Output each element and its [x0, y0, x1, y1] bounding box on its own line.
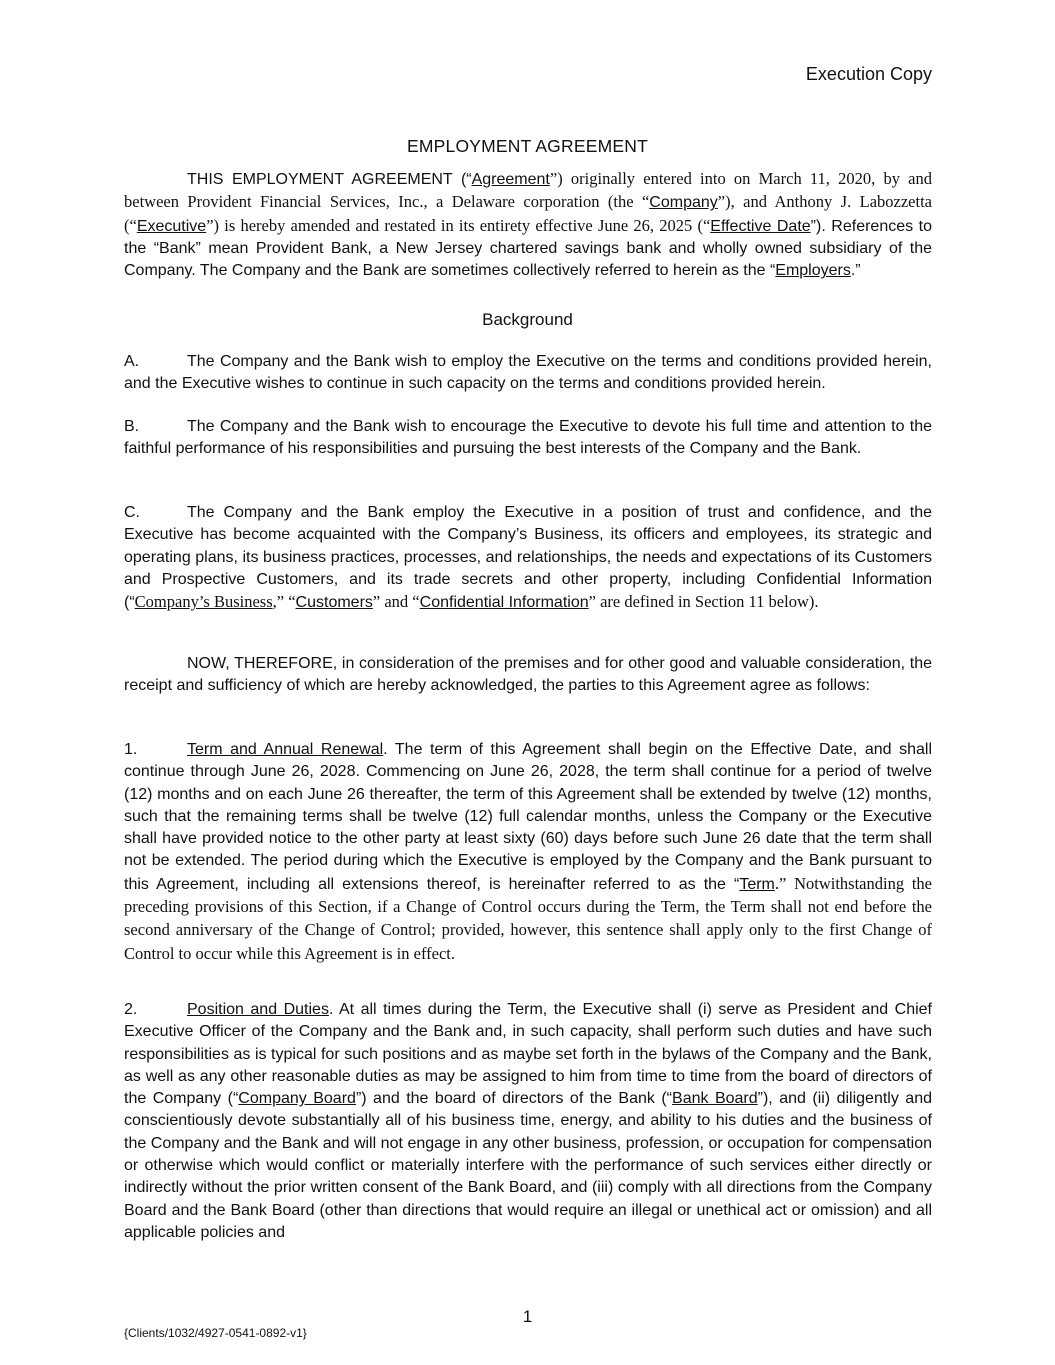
intro-text-5: ”). References to the “Bank” mean Provident Bank, a New Jersey chartered savings bank and wholly owned subsidiary of the Company. The Company and the Bank are sometimes collectively referred to herein as the “: [124, 217, 933, 280]
defined-term-bank-board: Bank Board: [672, 1090, 758, 1108]
section-1: [124, 739, 932, 966]
defined-term-companys-business: Company’s Business: [134, 592, 273, 612]
recital-c-text-1: The Company and the Bank employ the Executive in a position of trust and confidence, and the Executive has become acquainted with the Company’s Business, its officers and employees, its strategic and operating plans, its business practices, processes, and relationships, the needs and expectations of its Customers and Prospective Customers, and its trade secrets and other property, including Confidential Information (“: [124, 504, 932, 612]
recital-b-text: The Company and the Bank wish to encourage the Executive to devote his full time and attention to the faithful performance of his responsibilities and pursuing the best interests of the Company and the Bank.: [124, 418, 932, 458]
document-title: EMPLOYMENT AGREEMENT: [407, 136, 648, 156]
intro-paragraph: [124, 168, 932, 282]
defined-term-company-board: Company Board: [238, 1090, 356, 1108]
section-1-heading: Term and Annual Renewal: [187, 741, 384, 758]
defined-term-agreement: Agreement: [471, 171, 550, 188]
intro-text-4: ”) is hereby amended and restated in its entirety effective June 26, 2025 (“: [206, 215, 711, 235]
recital-c-text-2: ,” “: [272, 592, 296, 612]
page-number: 1: [522, 1307, 533, 1326]
defined-term-confidential-information: Confidential Information: [419, 594, 589, 612]
defined-term-employers: Employers: [775, 262, 851, 280]
recital-a: [124, 351, 932, 396]
recital-c: [124, 502, 932, 614]
recital-a-label: A.: [124, 353, 140, 370]
section-2-text-2: ”) and the board of directors of the Bank (“: [355, 1090, 673, 1108]
recital-a-text: The Company and the Bank wish to employ the Executive on the terms and conditions provided herein, and the Executive wishes to continue in such capacity on the terms and conditions provided herein.: [124, 353, 932, 393]
recital-c-label: C.: [124, 504, 140, 521]
section-2-text-3: ”), and (ii) diligently and conscientiously devote substantially all of his business time, energy, and ability to his duties and the business of the Company and the Bank and will not engage in any other business, profession, or occupation for compensation or otherwise which would conflict or materially interfere with the performance of such services either directly or indirectly without the prior written consent of the Bank Board, and (iii) comply with all directions from the Company Board and the Bank Board (other than directions that would require an illegal or unethical act or omission) and all applicable policies and: [124, 1090, 932, 1241]
recital-b: [124, 416, 932, 461]
defined-term-effective-date: Effective Date: [710, 217, 811, 235]
now-therefore-paragraph: [124, 653, 932, 698]
background-heading: Background: [482, 310, 573, 329]
execution-copy-label: Execution Copy: [805, 64, 932, 84]
section-1-text-2: .” Notwithstanding the preceding provisions of this Section, if a Change of Control occurs during the Term, the Term shall not end before the second anniversary of the Change of Control; provided, however, this sentence shall apply only to the first Change of Control to occur while this Agreement is in effect.: [124, 873, 932, 963]
defined-term-company: Company: [649, 194, 718, 212]
section-2-number: 2.: [124, 1001, 138, 1018]
recital-b-label: B.: [124, 418, 140, 435]
section-1-number: 1.: [124, 741, 138, 758]
intro-text-6: .”: [850, 262, 861, 280]
defined-term-term: Term: [739, 875, 775, 893]
document-id: {Clients/1032/4927-0541-0892-v1}: [124, 1326, 307, 1340]
intro-text-1: THIS EMPLOYMENT AGREEMENT (“: [187, 171, 472, 188]
defined-term-executive: Executive: [136, 217, 207, 235]
section-2-heading: Position and Duties: [187, 1001, 329, 1018]
recital-c-text-3: ” and “: [372, 592, 420, 612]
now-therefore-text: NOW, THEREFORE, in consideration of the premises and for other good and valuable consideration, the receipt and sufficiency of which are hereby acknowledged, the parties to this Agreement agree as follows:: [124, 655, 932, 695]
section-1-text-1: . The term of this Agreement shall begin on the Effective Date, and shall continue through June 26, 2028. Commencing on June 26, 2028, the term shall continue for a period of twelve (12) months and on each June 26 thereafter, the term of this Agreement shall be extended by twelve (12) months, such that the remaining terms shall be twelve (12) full calendar months, unless the Company or the Executive shall have provided notice to the other party at least sixty (60) days before such June 26 date that the term shall not be extended. The period during which the Executive is employed by the Company and the Bank pursuant to this Agreement, including all extensions thereof, is hereinafter referred to as the “: [124, 741, 932, 893]
section-2: [124, 999, 932, 1244]
intro-text-2: ”) originally entered into on March 11, 2020, by and between Provident Financial Services, Inc., a Delaware corporation (the “: [124, 169, 932, 212]
intro-text-3: ”), and Anthony J. Labozzetta (“: [124, 192, 932, 235]
defined-term-customers: Customers: [295, 594, 373, 612]
section-2-text-1: . At all times during the Term, the Executive shall (i) serve as President and Chief Executive Officer of the Company and the Bank and, in such capacity, shall perform such duties and have such responsibilities as is typical for such positions and as maybe set forth in the bylaws of the Company and the Bank, as well as any other reasonable duties as may be assigned to him from time to time from the board of directors of the Company (“: [124, 1001, 933, 1108]
recital-c-text-4: ” are defined in Section 11 below).: [588, 592, 819, 612]
